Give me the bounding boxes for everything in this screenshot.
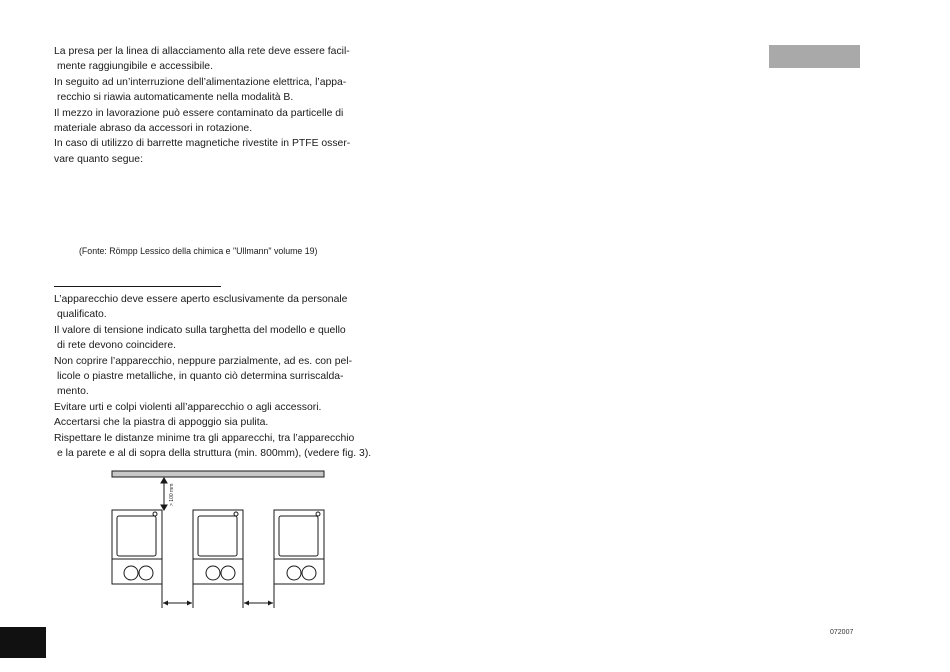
- arrow-head-down: [161, 505, 167, 510]
- paragraph: Rispettare le distanze minime tra gli apparecchi, tra l’apparecchio e la parete e al di sopra della struttura (min. 800mm), (vedere fig. 3).: [54, 432, 372, 460]
- paragraph: L’apparecchio deve essere aperto esclusivamente da personale qualificato.: [54, 294, 348, 321]
- safety-notes-block-2: [54, 292, 382, 461]
- device-unit: [274, 510, 324, 584]
- overhead-shelf: [112, 471, 324, 477]
- document-code: 072007: [830, 629, 854, 636]
- paragraph: Il mezzo in lavorazione può essere contaminato da particelle di materiale abraso da accessori in rotazione.: [54, 107, 344, 135]
- section-divider: [54, 286, 221, 287]
- device-unit: [193, 510, 243, 584]
- page-marker: [0, 627, 46, 658]
- clearance-diagram: [108, 466, 333, 614]
- paragraph: Il valore di tensione indicato sulla targhetta del modello e quello di rete devono coincidere.: [54, 324, 346, 352]
- paragraph: Accertarsi che la piastra di appoggio sia pulita.: [54, 417, 269, 429]
- arrow-head-up: [161, 478, 167, 483]
- paragraph: In seguito ad un’interruzione dell’alimentazione elettrica, l’appa- recchio si riawia automaticamente nella modalità B.: [54, 76, 347, 104]
- source-citation: (Fonte: Römpp Lessico della chimica e "Ullmann" volume 19): [79, 246, 318, 256]
- device-unit: [112, 510, 162, 584]
- paragraph: Evitare urti e colpi violenti all’apparecchio o agli accessori.: [54, 401, 322, 413]
- paragraph: Non coprire l’apparecchio, neppure parzialmente, ad es. con pel- licole o piastre metalliche, in quanto ciò determina surriscalda- mento.: [54, 355, 353, 398]
- paragraph: La presa per la linea di allacciamento alla rete deve essere facil- mente raggiungibile e accessibile.: [54, 46, 350, 73]
- paragraph: In caso di utilizzo di barrette magnetiche rivestite in PTFE osser- vare quanto segue:: [54, 138, 351, 165]
- safety-notes-block-1: [54, 44, 382, 167]
- clearance-label: > 100 mm: [169, 483, 175, 506]
- section-tab: [769, 45, 860, 68]
